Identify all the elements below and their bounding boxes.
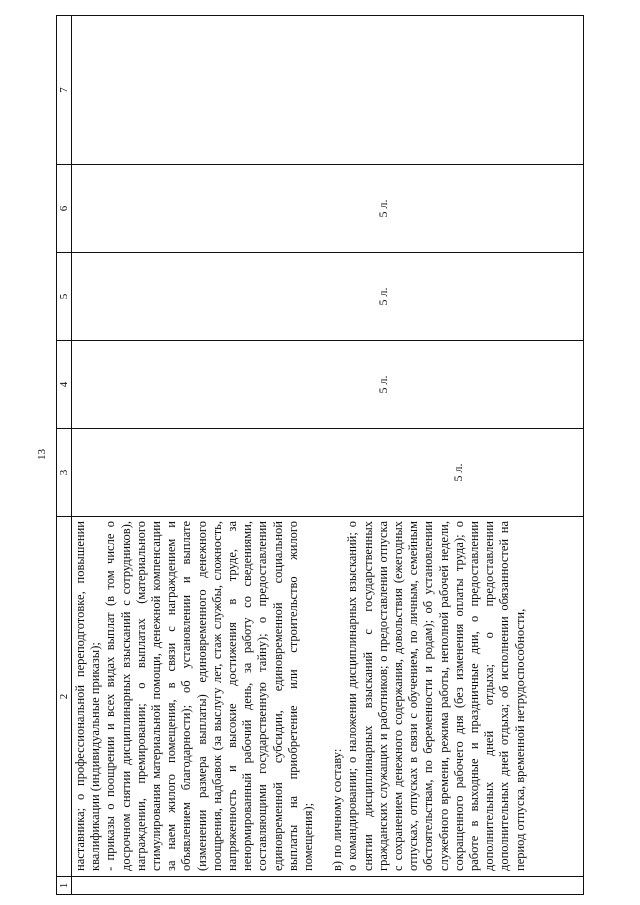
column-3 [57, 428, 583, 516]
column-2 [57, 516, 583, 876]
paragraph-mentor: наставника; о профессиональной переподготовке, повышении квалификации (индивидуальные приказы); [73, 521, 103, 871]
column-header-5: 5 [57, 253, 72, 340]
paragraph-personnel-orders: о командировании; о наложении дисциплинарных взысканий; о снятии дисциплинарных взысканий с государственных гражданских служащих и работников; о предоставлении отпуска с сохранением денежного содержания, довольствия (ежегодных отпусках, отпусках в связи с обучением, по личным, семейным обстоятельствам, по беременности и родам); об установлении служебного времени, режима работы, неполной рабочей недели, сокращенного рабочего дня (без изменения оплаты труда); о работе в выходные и праздничные дни, о предоставлении дополнительных дней отдыха; о предоставлении дополнительных дней отдыха; об исполнении обязанностей на период отпуска, временной нетрудоспособности, [345, 521, 527, 871]
paragraph-personnel-heading: в) по личному составу: [330, 748, 345, 871]
column-header-7: 7 [57, 16, 72, 164]
column-5-retention: 5 л. [376, 287, 390, 306]
column-header-2: 2 [57, 517, 72, 876]
column-header-3: 3 [57, 429, 72, 516]
column-6 [57, 164, 583, 252]
column-header-1: 1 [57, 877, 72, 894]
document-table [56, 15, 584, 895]
column-5 [57, 252, 583, 340]
column-header-6: 6 [57, 165, 72, 252]
column-7 [57, 16, 583, 164]
column-header-4: 4 [57, 341, 72, 428]
column-2-text [73, 521, 528, 871]
column-4 [57, 340, 583, 428]
page-number: 13 [36, 449, 48, 460]
column-4-retention: 5 л. [376, 375, 390, 394]
column-3-retention: 5 л. [451, 463, 465, 482]
column-6-retention: 5 л. [376, 199, 390, 218]
column-1 [57, 876, 583, 894]
paragraph-awards-orders: - приказы о поощрении и всех видах выплат (в том числе о досрочном снятии дисциплинарных взысканий с сотрудников), награждении, премировании; о выплатах (материального стимулирования материальной помощи, денежной компенсации за наем жилого помещения, в связи с награждением и объявлением благодарности); об установлении и выплате (изменении размера выплаты) единовременного денежного поощрения, надбавок (за выслугу лет, стаж службы, сложность, напряженность и высокие достижения в труде, за ненормированный рабочий день, за работу со сведениями, составляющими государственную тайну); о предоставлении единовременной субсидии, единовременной социальной выплаты на приобретение или строительство жилого помещения); [103, 521, 316, 871]
